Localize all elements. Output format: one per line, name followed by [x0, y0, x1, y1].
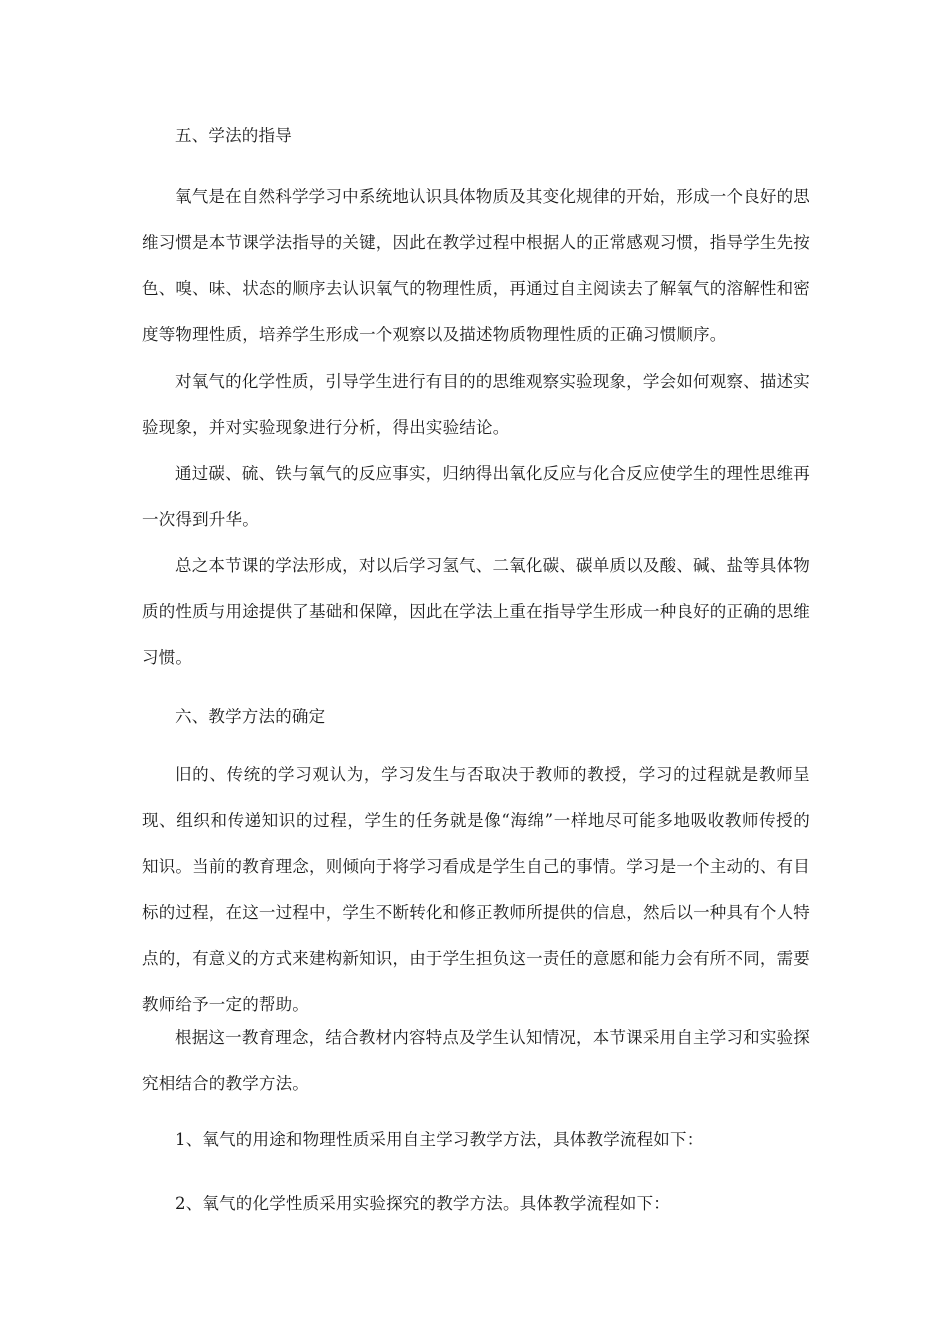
- paragraph-oxygen-physical-properties: 氧气是在自然科学学习中系统地认识具体物质及其变化规律的开始，形成一个良好的思维习惯是本节课学法指导的关键，因此在教学过程中根据人的正常感观习惯，指导学生先按色、嗅、味、状态的顺序去认识氧气的物理性质，再通过自主阅读去了解氧气的溶解性和密度等物理性质，培养学生形成一个观察以及描述物质物理性质的正确习惯顺序。: [142, 187, 810, 344]
- section-heading-study-method: 五、学法的指导: [175, 126, 292, 145]
- list-item-experiment-inquiry-method: 2、氧气的化学性质采用实验探究的教学方法。具体教学流程如下：: [175, 1194, 670, 1213]
- paragraph-teaching-approach: 根据这一教育理念，结合教材内容特点及学生认知情况，本节课采用自主学习和实验探究相结合的教学方法。: [142, 1028, 810, 1093]
- paragraph-study-method-summary: 总之本节课的学法形成，对以后学习氢气、二氧化碳、碳单质以及酸、碱、盐等具体物质的性质与用途提供了基础和保障，因此在学法上重在指导学生形成一种良好的正确的思维习惯。: [142, 556, 810, 667]
- section-heading-teaching-method: 六、教学方法的确定: [175, 707, 326, 726]
- paragraph-reaction-facts: 通过碳、硫、铁与氧气的反应事实，归纳得出氧化反应与化合反应使学生的理性思维再一次得到升华。: [142, 464, 810, 529]
- list-item-self-study-method: 1、氧气的用途和物理性质采用自主学习教学方法，具体教学流程如下：: [175, 1130, 704, 1149]
- paragraph-learning-concept: 旧的、传统的学习观认为，学习发生与否取决于教师的教授，学习的过程就是教师呈现、组织和传递知识的过程，学生的任务就是像“海绵”一样地尽可能多地吸收教师传授的知识。当前的教育理念，则倾向于将学习看成是学生自己的事情。学习是一个主动的、有目标的过程，在这一过程中，学生不断转化和修正教师所提供的信息，然后以一种具有个人特点的，有意义的方式来建构新知识，由于学生担负这一责任的意愿和能力会有所不同，需要教师给予一定的帮助。: [142, 765, 810, 1014]
- paragraph-oxygen-chemical-properties: 对氧气的化学性质，引导学生进行有目的的思维观察实验现象，学会如何观察、描述实验现象，并对实验现象进行分析，得出实验结论。: [142, 372, 810, 437]
